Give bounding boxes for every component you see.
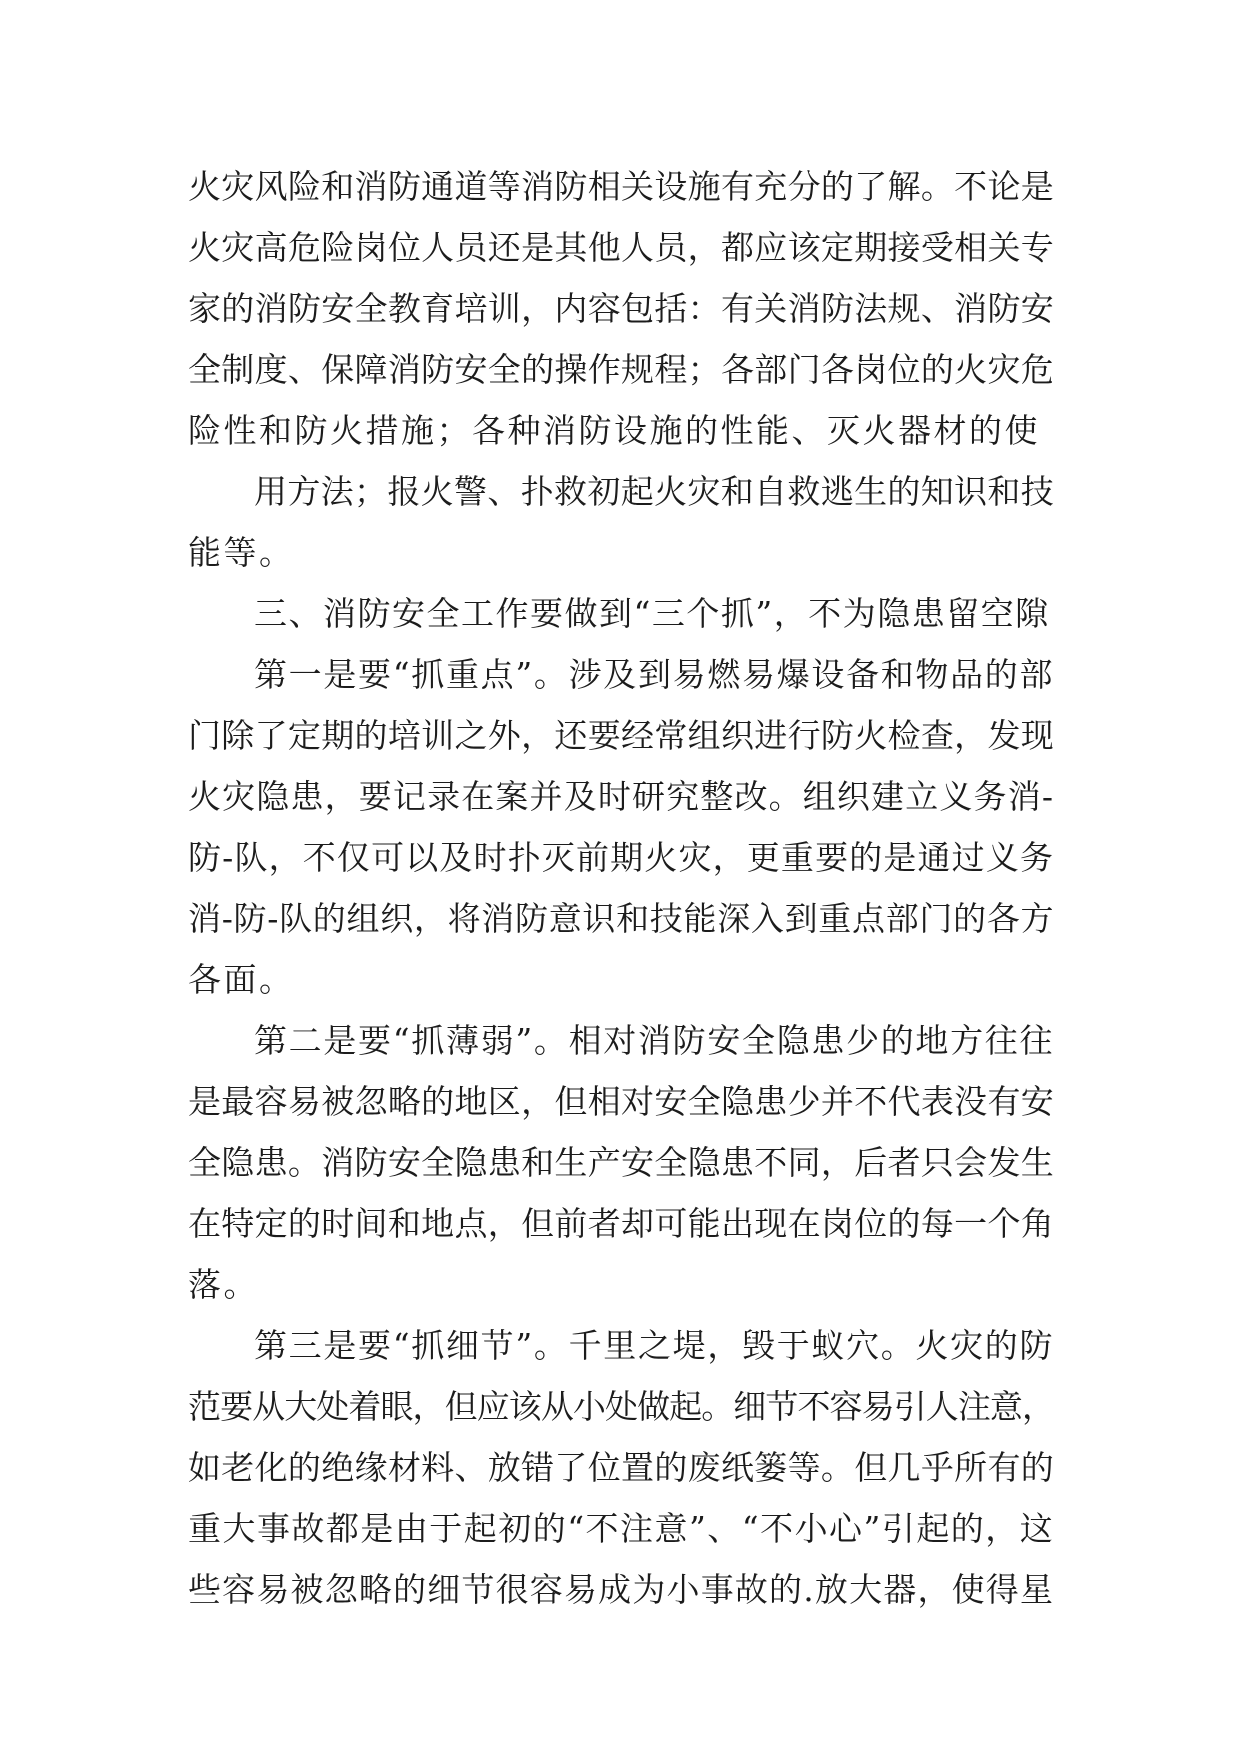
text-line: 落。	[188, 1265, 259, 1304]
text-line: 家的消防安全教育培训，内容包括：有关消防法规、消防安	[188, 289, 1054, 328]
section-heading: 三、消防安全工作要做到“三个抓”，不为隐患留空隙	[254, 594, 1050, 633]
text-line: 全制度、保障消防安全的操作规程；各部门各岗位的火灾危	[188, 350, 1054, 389]
text-line: 在特定的时间和地点，但前者却可能出现在岗位的每一个角	[188, 1204, 1054, 1243]
text-line: 第二是要“抓薄弱”。相对消防安全隐患少的地方往往	[254, 1021, 1054, 1060]
text-line: 火灾隐患，要记录在案并及时研究整改。组织建立义务消-	[188, 777, 1054, 816]
text-line: 是最容易被忽略的地区，但相对安全隐患少并不代表没有安	[188, 1082, 1054, 1121]
text-line: 全隐患。消防安全隐患和生产安全隐患不同，后者只会发生	[188, 1143, 1054, 1182]
text-line: 险性和防火措施；各种消防设施的性能、灭火器材的使	[188, 411, 1040, 450]
text-line: 第一是要“抓重点”。涉及到易燃易爆设备和物品的部	[254, 655, 1054, 694]
text-line: 些容易被忽略的细节很容易成为小事故的.放大器，使得星	[188, 1570, 1054, 1609]
text-line: 各面。	[188, 960, 295, 999]
text-line: 能等。	[188, 533, 295, 572]
text-line: 防-队，不仅可以及时扑灭前期火灾，更重要的是通过义务	[188, 838, 1054, 877]
text-line: 第三是要“抓细节”。千里之堤，毁于蚁穴。火灾的防	[254, 1326, 1054, 1365]
text-line: 消-防-队的组织，将消防意识和技能深入到重点部门的各方	[188, 899, 1054, 938]
document-body	[188, 156, 1054, 1620]
text-line: 火灾高危险岗位人员还是其他人员，都应该定期接受相关专	[188, 228, 1054, 267]
text-line: 门除了定期的培训之外，还要经常组织进行防火检查，发现	[188, 716, 1054, 755]
text-line: 范要从大处着眼，但应该从小处做起。细节不容易引人注意，	[188, 1387, 1054, 1426]
text-line: 火灾风险和消防通道等消防相关设施有充分的了解。不论是	[188, 167, 1054, 206]
text-line: 重大事故都是由于起初的“不注意”、“不小心”引起的，这	[188, 1509, 1054, 1548]
text-line: 用方法；报火警、扑救初起火灾和自救逃生的知识和技	[254, 472, 1054, 511]
text-line: 如老化的绝缘材料、放错了位置的废纸篓等。但几乎所有的	[188, 1448, 1054, 1487]
